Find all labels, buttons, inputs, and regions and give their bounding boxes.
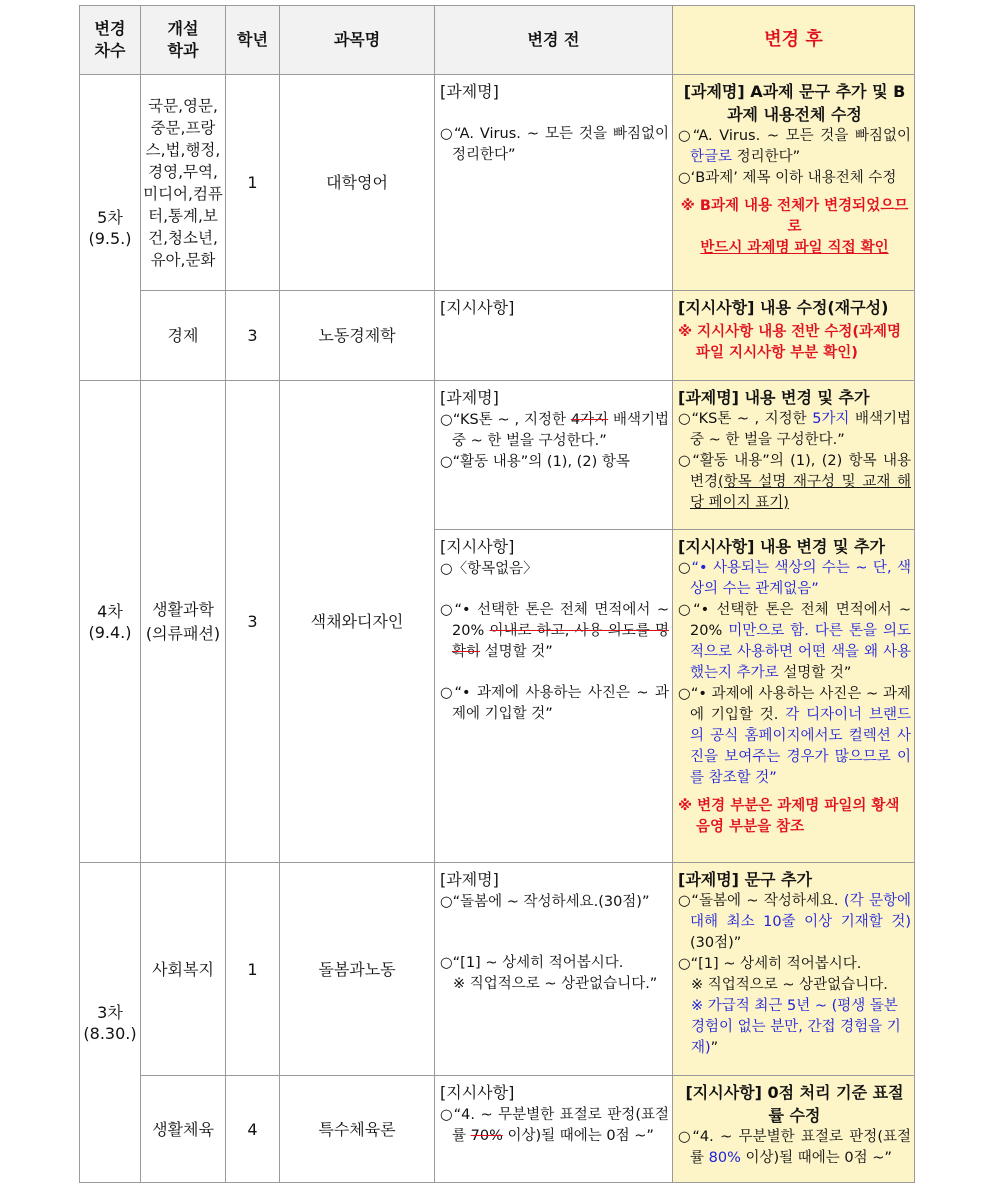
year-cell: 1: [226, 863, 280, 1076]
before-item: ○“KS톤 ~ , 지정한 4가지 배색기법 중 ~ 한 벌을 구성한다.”: [440, 412, 670, 449]
dept-cell: 사회복지: [141, 863, 226, 1076]
year-cell: 4: [226, 1076, 280, 1183]
year-cell: 3: [226, 291, 280, 381]
before-cell: [435, 381, 673, 530]
header-before: 변경 전: [435, 6, 673, 75]
table-row: [80, 291, 915, 381]
after-item: ○“• 선택한 톤은 전체 면적에서 ~ 20% 미만으로 함. 다른 톤을 의도적으로 사용하면 어떤 색을 왜 사용했는지 추가로 설명할 것”: [678, 602, 911, 681]
round-date: (9.5.): [88, 228, 132, 248]
after-item: ○“돌봄에 ~ 작성하세요. (각 문항에 대해 최소 10줄 이상 기재할 것) (30점)”: [678, 893, 911, 951]
before-item: ○“4. ~ 무분별한 표절로 판정(표절률 70% 이상)될 때에는 0점 ~”: [440, 1107, 669, 1144]
after-item: ○“• 사용되는 색상의 수는 ~ 단, 색상의 수는 관계없음”: [678, 560, 911, 597]
before-item: ○“• 과제에 사용하는 사진은 ~ 과제에 기입할 것”: [440, 685, 669, 722]
after-item: ○‘B과제’ 제목 이하 내용전체 수정: [678, 170, 897, 186]
after-heading: [지시사항] 내용 변경 및 추가: [678, 537, 885, 556]
round-label: 3차: [97, 1002, 123, 1022]
before-item: ○“A. Virus. ~ 모든 것을 빠짐없이 정리한다”: [440, 126, 669, 163]
round-label: 5차: [97, 207, 123, 227]
after-cell: [673, 291, 915, 381]
before-item: ○“활동 내용”의 (1), (2) 항목: [440, 454, 630, 470]
round-date: (8.30.): [83, 1023, 137, 1043]
dept-cell: 경제: [141, 291, 226, 381]
header-year: 학년: [226, 6, 280, 75]
before-heading: [과제명]: [440, 82, 499, 101]
header-row: [80, 6, 915, 75]
after-cell: [673, 1076, 915, 1183]
year-cell: 3: [226, 381, 280, 863]
course-cell: 돌봄과노동: [280, 863, 435, 1076]
after-item: ○“A. Virus. ~ 모든 것을 빠짐없이 한글로 정리한다”: [678, 128, 911, 165]
after-note: ※ 변경 부분은 과제명 파일의 황색 음영 부분을 참조: [678, 798, 900, 835]
after-note: ※ B과제 내용 전체가 변경되었으므로: [680, 198, 909, 235]
round-cell: [80, 863, 141, 1183]
before-heading: [과제명]: [440, 870, 499, 889]
table-row: [80, 75, 915, 291]
after-heading: [과제명] 문구 추가: [678, 870, 812, 889]
after-item: ※ 가급적 최근 5년 ~ (평생 돌본 경험이 없는 분만, 간접 경험을 기재)”: [691, 998, 901, 1056]
before-item: ※ 직업적으로 ~ 상관없습니다.”: [453, 976, 658, 992]
after-item: ○“• 과제에 사용하는 사진은 ~ 과제에 기입할 것. 각 디자이너 브랜드의 공식 홈페이지에서도 컬렉션 사진을 보여주는 경우가 많으므로 이를 참조할 것”: [678, 686, 911, 786]
after-cell: [673, 75, 915, 291]
header-dept: 개설 학과: [141, 6, 226, 75]
before-cell: [435, 291, 673, 381]
year-cell: 1: [226, 75, 280, 291]
after-heading: [과제명] A과제 문구 추가 및 B과제 내용전체 수정: [683, 82, 906, 124]
after-item: ○“4. ~ 무분별한 표절로 판정(표절률 80% 이상)될 때에는 0점 ~”: [678, 1129, 911, 1166]
dept-cell: 생활체육: [141, 1076, 226, 1183]
after-heading: [지시사항] 내용 수정(재구성): [678, 298, 889, 317]
round-cell: [80, 75, 141, 381]
after-cell: [673, 381, 915, 530]
before-item: ○“[1] ~ 상세히 적어봅시다.: [440, 955, 624, 971]
before-cell: [435, 1076, 673, 1183]
header-after: 변경 후: [673, 6, 915, 75]
dept-cell: 국문,영문,중문,프랑스,법,행정,경영,무역,미디어,컴퓨터,통계,보건,청소년,유아,문화: [141, 75, 226, 291]
round-label: 4차: [97, 601, 123, 621]
after-note: ※ 지시사항 내용 전반 수정(과제명 파일 지시사항 부분 확인): [678, 324, 902, 361]
before-heading: [지시사항]: [440, 1083, 515, 1102]
after-item: ○“활동 내용”의 (1), (2) 항목 내용변경(항목 설명 재구성 및 교재 해당 페이지 표기): [678, 453, 911, 511]
before-cell: [435, 530, 673, 863]
after-cell: [673, 530, 915, 863]
course-cell: 노동경제학: [280, 291, 435, 381]
header-course: 과목명: [280, 6, 435, 75]
before-item: ○“돌봄에 ~ 작성하세요.(30점)”: [440, 894, 650, 910]
after-item: ○“KS톤 ~ , 지정한 5가지 배색기법 중 ~ 한 벌을 구성한다.”: [678, 411, 911, 448]
course-cell: 대학영어: [280, 75, 435, 291]
before-cell: [435, 75, 673, 291]
before-item: ○〈항목없음〉: [440, 561, 538, 577]
header-round: 변경 차수: [80, 6, 141, 75]
after-cell: [673, 863, 915, 1076]
before-heading: [과제명]: [440, 388, 499, 407]
after-heading: [지시사항] 0점 처리 기준 표절률 수정: [685, 1083, 904, 1125]
round-date: (9.4.): [88, 622, 132, 642]
change-history-table: [79, 5, 915, 1183]
before-item: ○“• 선택한 톤은 전체 면적에서 ~ 20% 이내로 하고, 사용 의도를 명확히 설명할 것”: [440, 602, 669, 660]
table-row: [80, 1076, 915, 1183]
after-heading: [과제명] 내용 변경 및 추가: [678, 388, 870, 407]
table-row: [80, 381, 915, 530]
before-heading: [지시사항]: [440, 298, 515, 317]
before-heading: [지시사항]: [440, 537, 515, 556]
table-row: [80, 863, 915, 1076]
before-cell: [435, 863, 673, 1076]
round-cell: [80, 381, 141, 863]
course-cell: 특수체육론: [280, 1076, 435, 1183]
after-note-underlined: 반드시 과제명 파일 직접 확인: [700, 240, 889, 256]
after-item: ※ 직업적으로 ~ 상관없습니다.: [691, 977, 888, 993]
course-cell: 색채와디자인: [280, 381, 435, 863]
after-item: ○“[1] ~ 상세히 적어봅시다.: [678, 956, 862, 972]
dept-cell: 생활과학 (의류패션): [141, 381, 226, 863]
